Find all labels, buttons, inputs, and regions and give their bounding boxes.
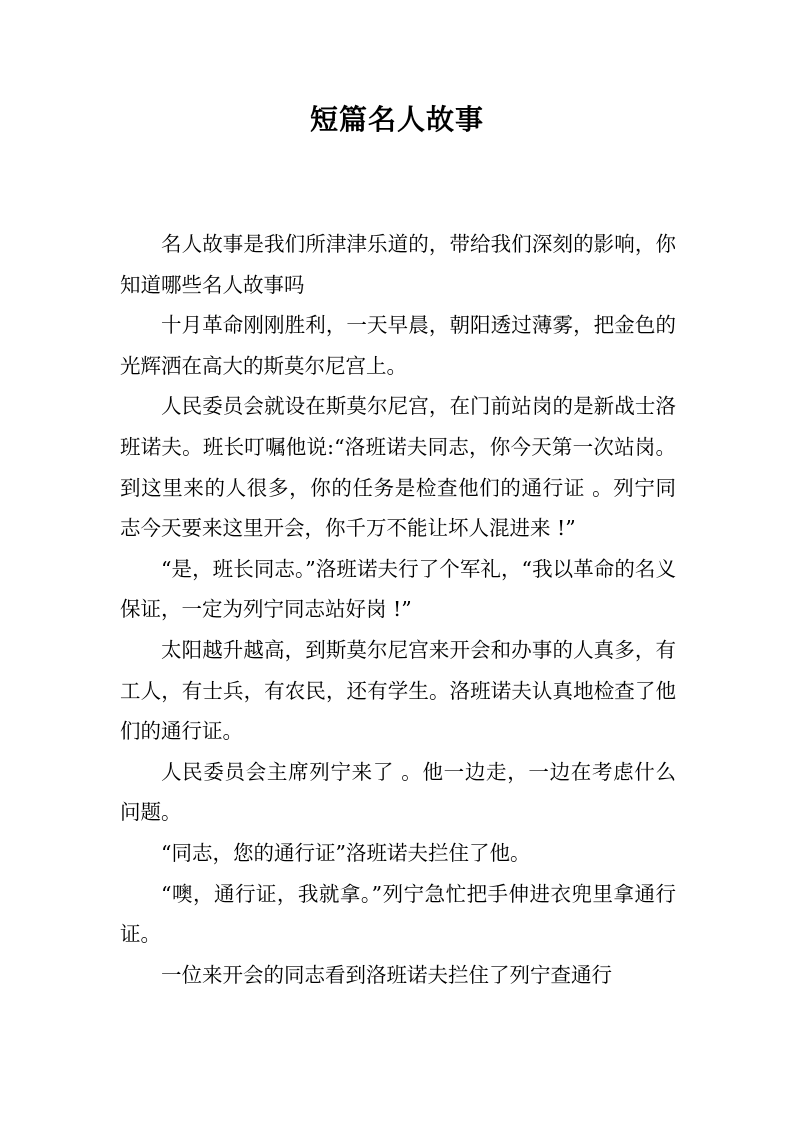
paragraph: “是，班长同志。”洛班诺夫行了个军礼，“我以革命的名义保证，一定为列宁同志站好岗 !” [120,556,676,622]
paragraph: “噢，通行证，我就拿。”列宁急忙把手伸进衣兜里拿通行证。 [120,881,676,947]
paragraph: 人民委员会主席列宁来了 。他一边走，一边在考虑什么问题。 [120,759,676,825]
document-body [120,224,676,995]
paragraph: 一位来开会的同志看到洛班诺夫拦住了列宁查通行 [161,962,612,987]
paragraph: 十月革命刚刚胜利，一天早晨，朝阳透过薄雾，把金色的光辉洒在高大的斯莫尔尼宫上。 [120,313,676,378]
paragraph: 人民委员会就设在斯莫尔尼宫，在门前站岗的是新战士洛班诺夫。班长叮嘱他说:“洛班诺夫同志，你今天第一次站岗。到这里来的人很多，你的任务是检查他们的通行证 。列宁同志今天要来这里开会，你千万不能让坏人混进来 !” [120,394,676,541]
paragraph: 太阳越升越高，到斯莫尔尼宫来开会和办事的人真多，有工人，有士兵，有农民，还有学生。洛班诺夫认真地检查了他们的通行证。 [120,637,676,744]
paragraph: “同志，您的通行证”洛班诺夫拦住了他。 [161,840,531,865]
document-title: 短篇名人故事 [309,103,484,136]
paragraph: 名人故事是我们所津津乐道的，带给我们深刻的影响，你知道哪些名人故事吗 [120,232,676,297]
